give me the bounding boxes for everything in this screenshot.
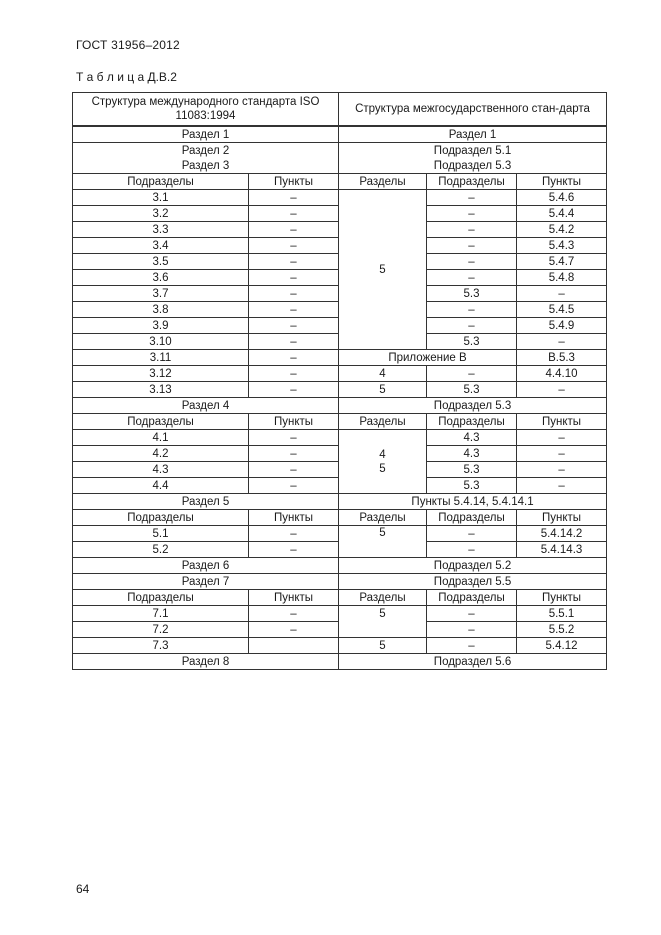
cell: –: [249, 238, 339, 254]
cell: –: [517, 334, 607, 350]
cell: 5.4.9: [517, 318, 607, 334]
cell: –: [249, 190, 339, 206]
cell: 5.4.7: [517, 254, 607, 270]
cell: –: [427, 270, 517, 286]
subheader-row: [73, 590, 607, 606]
cell: 5.2: [73, 542, 249, 558]
cell: –: [249, 430, 339, 446]
table-row: [73, 382, 607, 398]
cell: 4.2: [73, 446, 249, 462]
header-international-standard: Структура международного стандарта ISO 11083:1994: [73, 93, 339, 127]
cell: –: [427, 542, 517, 558]
section-left: Раздел 4: [73, 398, 339, 414]
cell: 3.4: [73, 238, 249, 254]
cell: В.5.3: [517, 350, 607, 366]
cell: –: [427, 622, 517, 638]
section-right: Подраздел 5.3: [339, 398, 607, 414]
cell: 4.3: [427, 446, 517, 462]
header-interstate-standard: Структура межгосударственного стан-дарта: [339, 93, 607, 127]
cell: –: [427, 302, 517, 318]
cell: 3.13: [73, 382, 249, 398]
subheader-punkty: Пункты: [249, 414, 339, 430]
cell: 5.1: [73, 526, 249, 542]
cell: –: [249, 318, 339, 334]
cell: –: [517, 446, 607, 462]
cell: 4.3: [73, 462, 249, 478]
cell: [339, 622, 427, 638]
cell: 3.10: [73, 334, 249, 350]
cell: [249, 638, 339, 654]
subheader-razdely: Разделы: [339, 414, 427, 430]
cell: –: [427, 638, 517, 654]
subheader-punkty: Пункты: [517, 590, 607, 606]
subheader-punkty: Пункты: [249, 510, 339, 526]
subheader-punkty: Пункты: [517, 510, 607, 526]
cell: –: [249, 334, 339, 350]
section-row: [73, 398, 607, 414]
cell: 5.3: [427, 334, 517, 350]
document-code: ГОСТ 31956–2012: [76, 38, 180, 52]
cell: –: [249, 606, 339, 622]
cell: 3.5: [73, 254, 249, 270]
razdel-merged-cell: 5: [339, 190, 427, 350]
cell: –: [427, 606, 517, 622]
cell: 4.1: [73, 430, 249, 446]
cell: –: [427, 222, 517, 238]
section-row: [73, 654, 607, 670]
cell: 5.4.2: [517, 222, 607, 238]
razdel-merged-cell: 5: [339, 526, 427, 558]
cell: 5.4.5: [517, 302, 607, 318]
subheader-podrazdely: Подразделы: [73, 414, 249, 430]
razdel-value: 4: [379, 448, 386, 461]
cell: –: [427, 190, 517, 206]
table-caption: Т а б л и ц а Д.В.2: [76, 70, 177, 84]
section-left: Раздел 3: [73, 158, 339, 174]
cell: –: [427, 238, 517, 254]
cell: –: [249, 462, 339, 478]
subheader-punkty: Пункты: [517, 174, 607, 190]
subheader-row: [73, 414, 607, 430]
table-row: [73, 430, 607, 446]
cell: –: [427, 526, 517, 542]
subheader-podrazdely: Подразделы: [427, 590, 517, 606]
cell: 4: [339, 366, 427, 382]
section-left: Раздел 1: [73, 126, 339, 143]
subheader-razdely: Разделы: [339, 510, 427, 526]
cell: 5.4.3: [517, 238, 607, 254]
cell: –: [249, 302, 339, 318]
correspondence-table: [72, 92, 607, 670]
cell: –: [249, 622, 339, 638]
section-row: [73, 558, 607, 574]
cell: –: [249, 542, 339, 558]
cell: 3.7: [73, 286, 249, 302]
section-row: [73, 574, 607, 590]
cell: –: [517, 286, 607, 302]
cell: 4.3: [427, 430, 517, 446]
cell: 3.8: [73, 302, 249, 318]
cell: 3.3: [73, 222, 249, 238]
table-row: [73, 366, 607, 382]
table-row: [73, 606, 607, 622]
cell: 5.5.2: [517, 622, 607, 638]
cell: –: [427, 318, 517, 334]
cell: –: [249, 350, 339, 366]
cell: 5.3: [427, 382, 517, 398]
subheader-razdely: Разделы: [339, 590, 427, 606]
cell: 5.3: [427, 478, 517, 494]
subheader-punkty: Пункты: [249, 174, 339, 190]
subheader-row: [73, 174, 607, 190]
subheader-podrazdely: Подразделы: [73, 510, 249, 526]
cell: –: [517, 382, 607, 398]
cell: 7.2: [73, 622, 249, 638]
cell: 5: [339, 606, 427, 622]
cell: –: [249, 286, 339, 302]
cell: 7.1: [73, 606, 249, 622]
cell: –: [517, 478, 607, 494]
cell: –: [427, 366, 517, 382]
section-left: Раздел 5: [73, 494, 339, 510]
razdel-value: 5: [379, 462, 386, 475]
cell: 5.3: [427, 462, 517, 478]
section-row: [73, 158, 607, 174]
cell: –: [249, 526, 339, 542]
page-number: 64: [76, 882, 90, 896]
section-row: [73, 494, 607, 510]
section-right: Подраздел 5.5: [339, 574, 607, 590]
table-row: [73, 638, 607, 654]
cell: 5: [339, 382, 427, 398]
cell: 5.4.14.2: [517, 526, 607, 542]
cell: 7.3: [73, 638, 249, 654]
subheader-row: [73, 510, 607, 526]
cell: 5.4.4: [517, 206, 607, 222]
table-row: [73, 350, 607, 366]
cell: –: [517, 430, 607, 446]
cell: –: [517, 462, 607, 478]
cell: –: [249, 446, 339, 462]
section-right: Раздел 1: [339, 126, 607, 143]
cell: 5.4.12: [517, 638, 607, 654]
section-right: Подраздел 5.2: [339, 558, 607, 574]
cell: –: [249, 254, 339, 270]
section-row: [73, 126, 607, 143]
cell: 5.4.14.3: [517, 542, 607, 558]
table-row: [73, 526, 607, 542]
subheader-podrazdely: Подразделы: [427, 174, 517, 190]
cell: 5.5.1: [517, 606, 607, 622]
section-left: Раздел 2: [73, 143, 339, 159]
cell: 3.1: [73, 190, 249, 206]
table-header-row: [73, 93, 607, 127]
cell: –: [249, 382, 339, 398]
table-row: [73, 622, 607, 638]
cell: –: [249, 478, 339, 494]
section-left: Раздел 6: [73, 558, 339, 574]
cell: 3.9: [73, 318, 249, 334]
section-right: Подраздел 5.3: [339, 158, 607, 174]
cell: –: [427, 206, 517, 222]
cell: 5.4.6: [517, 190, 607, 206]
section-left: Раздел 8: [73, 654, 339, 670]
subheader-punkty: Пункты: [249, 590, 339, 606]
cell: 5: [339, 638, 427, 654]
section-right: Пункты 5.4.14, 5.4.14.1: [339, 494, 607, 510]
cell: 4.4: [73, 478, 249, 494]
cell: 3.11: [73, 350, 249, 366]
section-right: Подраздел 5.6: [339, 654, 607, 670]
cell: 3.6: [73, 270, 249, 286]
cell: –: [249, 206, 339, 222]
cell: 5.4.8: [517, 270, 607, 286]
cell: Приложение В: [339, 350, 517, 366]
cell: –: [427, 254, 517, 270]
cell: 3.12: [73, 366, 249, 382]
cell: 5.3: [427, 286, 517, 302]
section-right: Подраздел 5.1: [339, 143, 607, 159]
section-left: Раздел 7: [73, 574, 339, 590]
cell: 4.4.10: [517, 366, 607, 382]
razdel-merged-cell: [339, 430, 427, 494]
subheader-podrazdely: Подразделы: [427, 414, 517, 430]
cell: –: [249, 222, 339, 238]
subheader-podrazdely: Подразделы: [427, 510, 517, 526]
cell: 3.2: [73, 206, 249, 222]
table-row: [73, 190, 607, 206]
subheader-punkty: Пункты: [517, 414, 607, 430]
cell: –: [249, 270, 339, 286]
subheader-podrazdely: Подразделы: [73, 174, 249, 190]
section-row: [73, 143, 607, 159]
subheader-razdely: Разделы: [339, 174, 427, 190]
cell: –: [249, 366, 339, 382]
subheader-podrazdely: Подразделы: [73, 590, 249, 606]
